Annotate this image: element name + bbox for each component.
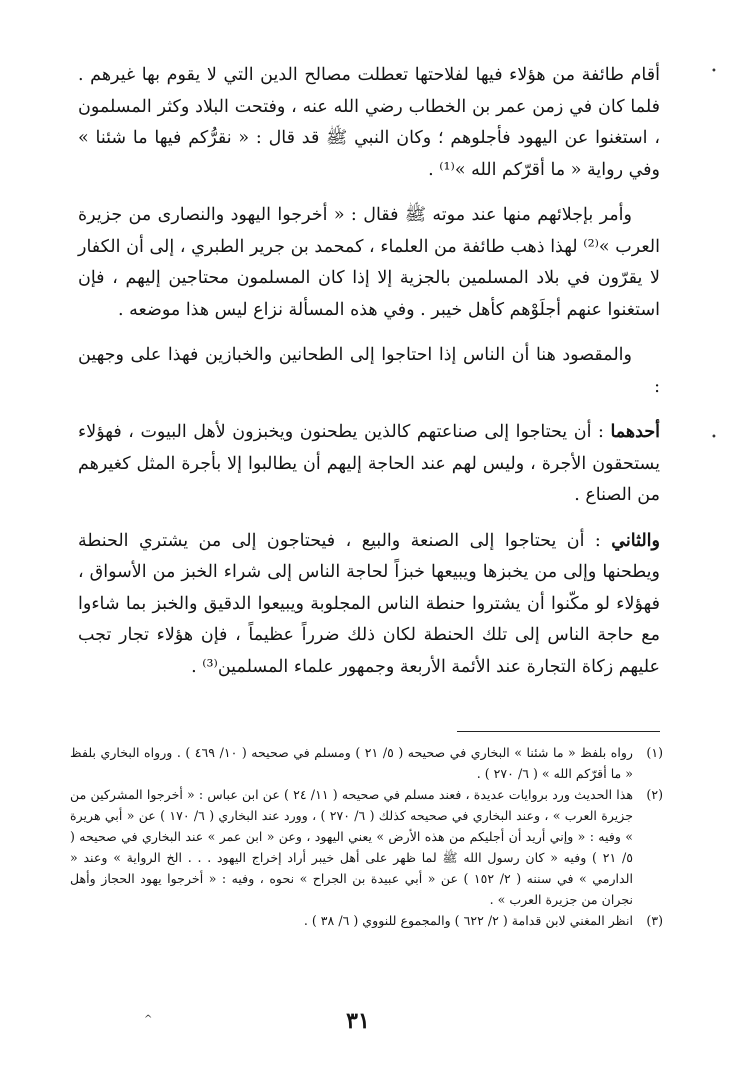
margin-mark: • — [711, 432, 717, 443]
paragraph-3: والمقصود هنا أن الناس إذا احتاجوا إلى الطحانين والخبازين فهذا على وجهين : — [78, 345, 660, 397]
footnotes — [70, 742, 663, 931]
paragraph-2: وأمر بإجلائهم منها عند موته ﷺ فقال : « أخرجوا اليهود والنصارى من جزيرة العرب »⁽²⁾ لهذا ذهب طائفة من العلماء ، كمحمد بن جرير الطبري ، إلى أن الكفار لا يقرّون في بلاد المسلمين بالجزية إلا إذا كان المسلمون محتاجين إليهم ، فإن استغنوا عنهم أجلَوْهم كأهل خيبر . وفي هذه المسألة نزاع ليس هذا موضعه . — [78, 205, 660, 320]
footnote-3 — [70, 910, 663, 931]
footnote-1 — [70, 742, 663, 784]
footnote-separator — [457, 731, 660, 732]
paragraph-5 — [78, 526, 660, 684]
footnote-number: (٣) — [646, 913, 663, 928]
page-number: ٣١ — [346, 1008, 370, 1034]
footnote-text: هذا الحديث ورد بروايات عديدة ، فعند مسلم في صحيحه ( ١١/ ٢٤ ) عن ابن عباس : « أخرجوا المشركين من جزيرة العرب » ، وعند البخاري في صحيحه كذلك ( ٦/ ٢٧٠ ) ، وورد عند البخاري ( ٦/ ١٧٠ ) عن « أبي هريرة » وفيه : « وإني أريد أن أجليكم من هذه الأرض » يعني اليهود ، وعن « ابن عمر » عند البخاري في صحيحه ( ٥/ ٢١ ) وفيه « كان رسول الله ﷺ لما ظهر على أهل خيبر أراد إخراج اليهود . . . الخ الرواية » وعند « الدارمي » في سننه ( ٢/ ١٥٢ ) عن « أبي عبيدة بن الجراح » نحوه ، وفيه : « أخرجوا يهود الحجاز وأهل نجران من جزيرة العرب » . — [70, 787, 634, 907]
footnote-number: (١) — [646, 745, 663, 760]
footnote-text: رواه بلفظ « ما شئنا » البخاري في صحيحه ( ٥/ ٢١ ) ومسلم في صحيحه ( ١٠/ ٤٦٩ ) . ورواه البخاري بلفظ « ما أقرّكم الله » ( ٦/ ٢٧٠ ) . — [70, 745, 634, 781]
paragraph-4-lead: أحدهما — [610, 422, 660, 442]
footnote-2 — [70, 784, 663, 910]
footnote-number: (٢) — [646, 787, 663, 802]
margin-mark: ^ — [144, 1014, 153, 1025]
paragraph-4 — [78, 417, 660, 512]
paragraph-5-text: : أن يحتاجوا إلى الصنعة والبيع ، فيحتاجون إلى من يشتري الحنطة ويطحنها وإلى من يخبزها ويبيعها خبزاً لحاجة الناس إلى شراء الخبز من الأسواق ، فهؤلاء لو مكّنوا أن يشتروا حنطة الناس المجلوبة ويبيعوا الدقيق والخبز بما شاءوا مع حاجة الناس إلى تلك الحنطة لكان ذلك ضرراً عظيماً ، فإن هؤلاء تجار تجب عليهم زكاة التجارة عند الأئمة الأربعة وجمهور علماء المسلمين⁽³⁾ . — [78, 530, 660, 677]
margin-mark: • — [711, 66, 717, 77]
paragraph-1: أقام طائفة من هؤلاء فيها لفلاحتها تعطلت مصالح الدين التي لا يقوم بها غيرهم . فلما كان في زمن عمر بن الخطاب رضي الله عنه ، وفتحت البلاد وكثر المسلمون ، استغنوا عن اليهود فأجلوهم ؛ وكان النبي ﷺ قد قال : « نقرُّكم فيها ما شئنا » وفي رواية « ما أقرّكم الله »⁽¹⁾ . — [78, 65, 660, 180]
footnote-text: انظر المغني لابن قدامة ( ٢/ ٦٢٢ ) والمجموع للنووي ( ٦/ ٣٨ ) . — [303, 913, 633, 928]
paragraph-4-text: : أن يحتاجوا إلى صناعتهم كالذين يطحنون ويخبزون لأهل البيوت ، فهؤلاء يستحقون الأجرة ، وليس لهم عند الحاجة إليهم أن يطالبوا إلا بأجرة المثل كغيرهم من الصناع . — [78, 422, 660, 505]
main-text — [78, 60, 660, 697]
paragraph-5-lead: والثاني — [611, 530, 660, 551]
